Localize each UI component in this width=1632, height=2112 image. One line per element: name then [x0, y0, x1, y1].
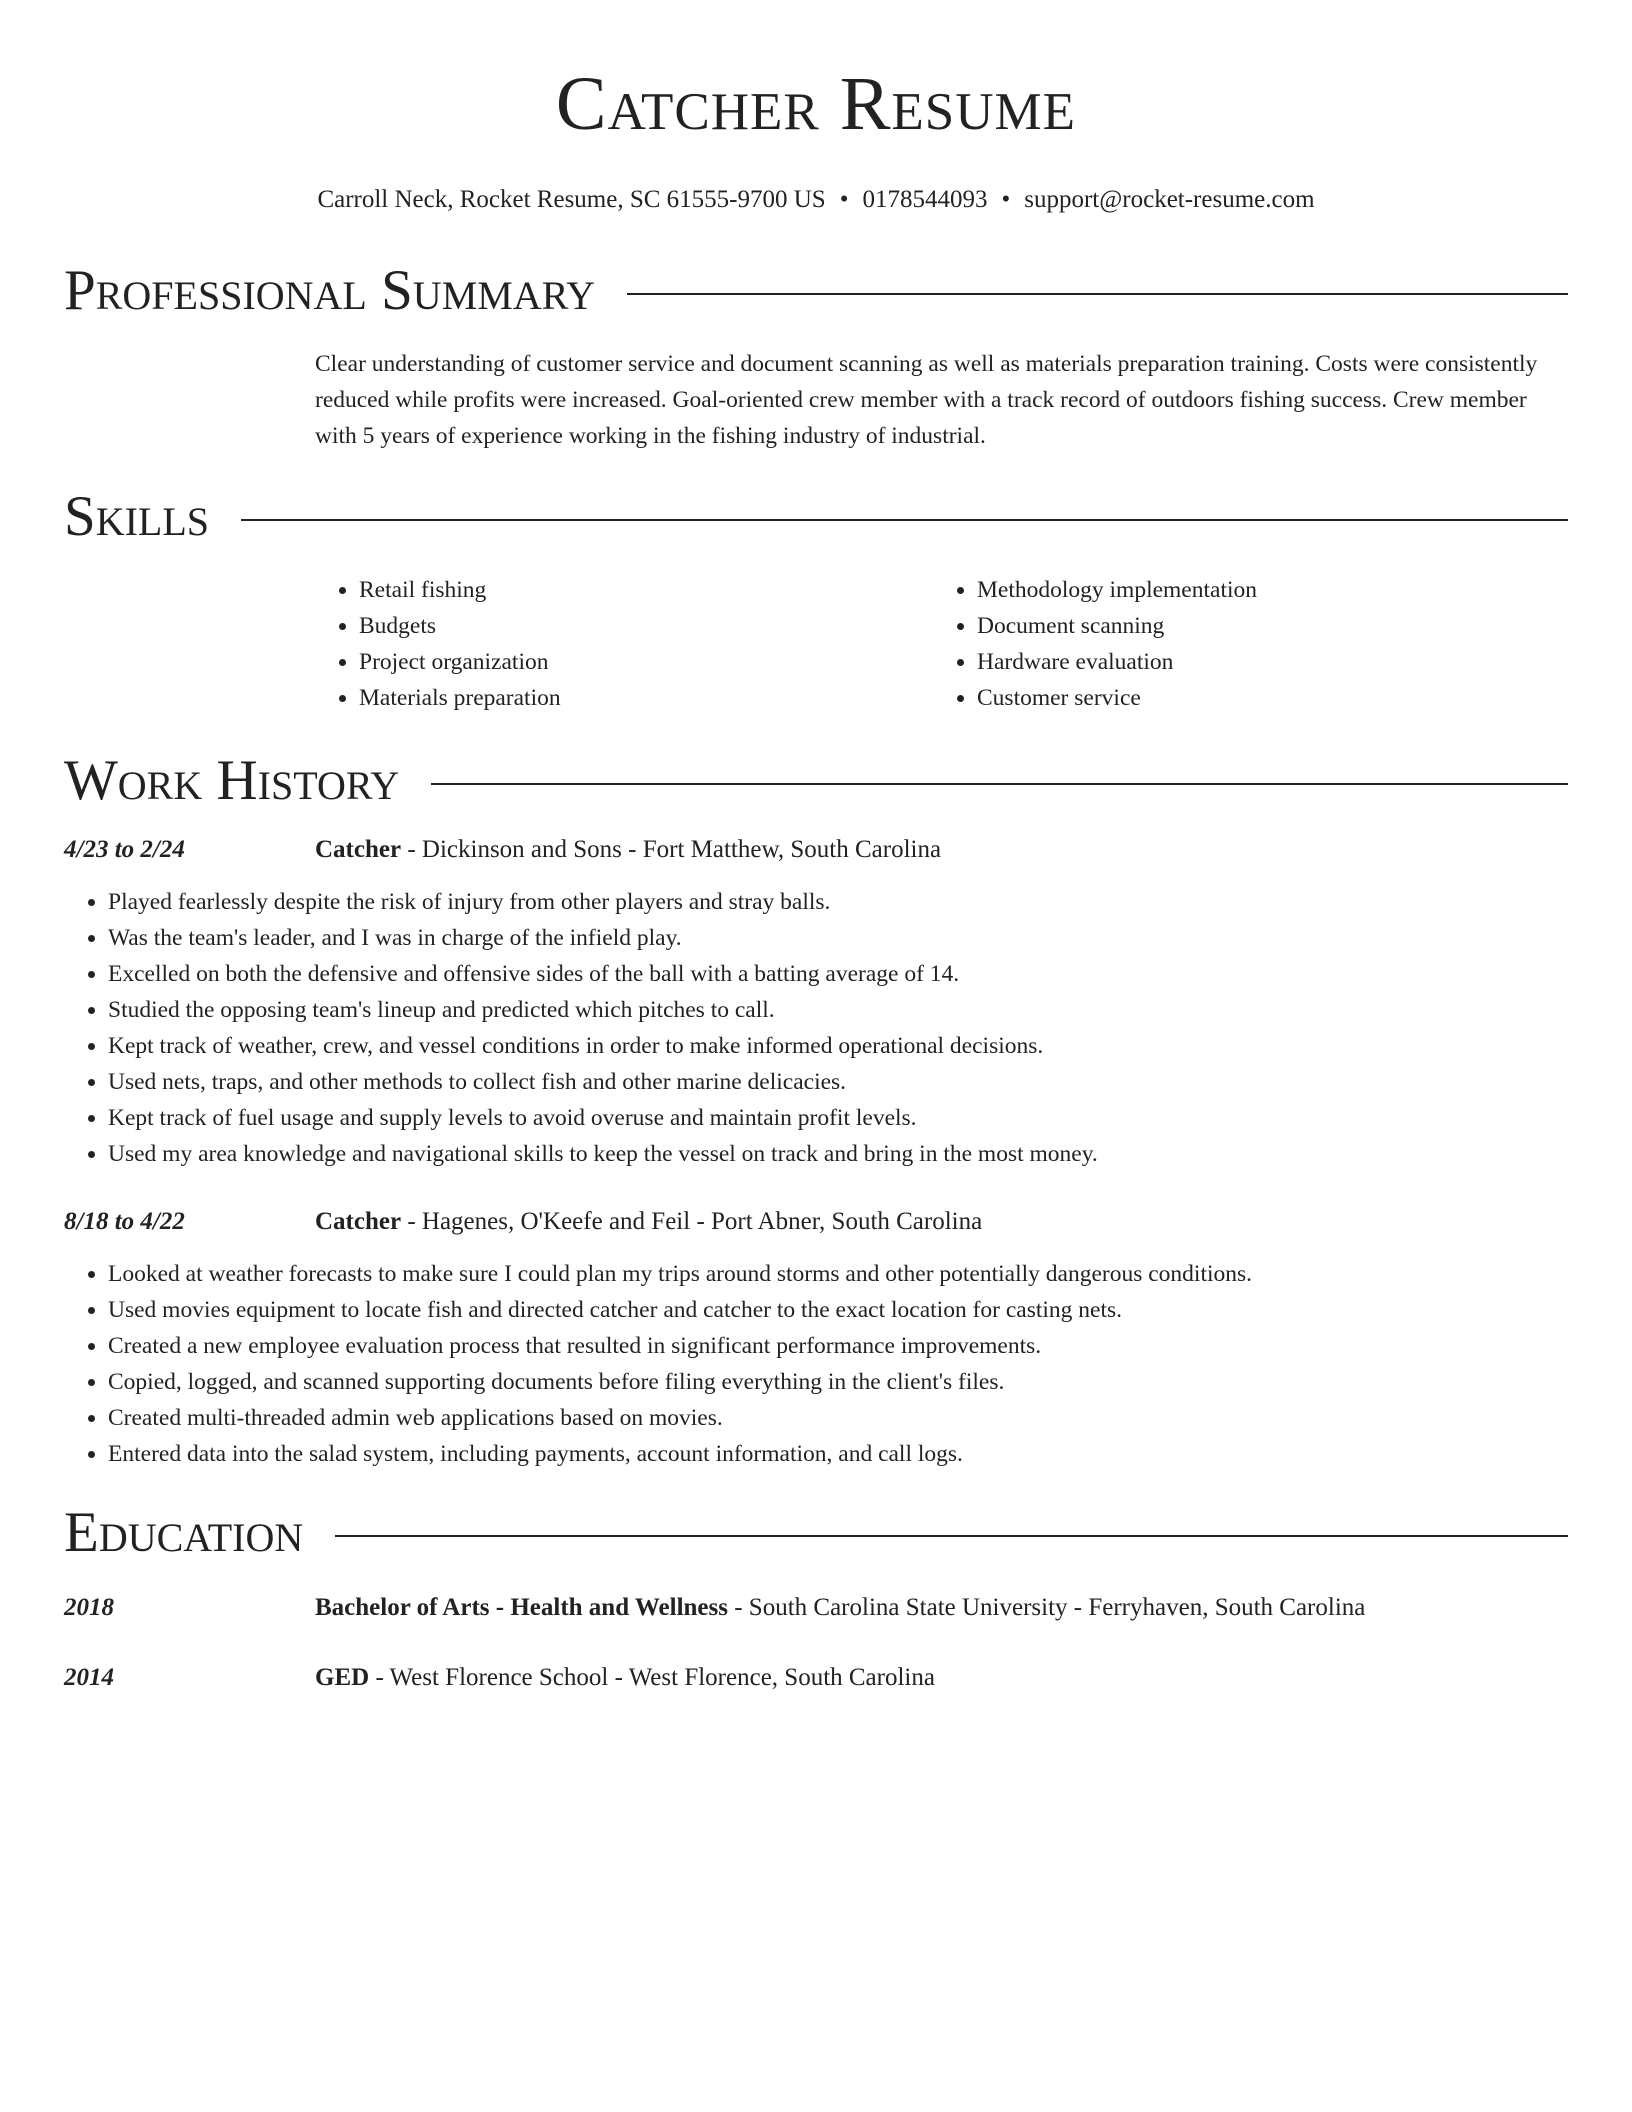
education-degree: GED: [315, 1664, 370, 1691]
skill-item: • Document scanning: [977, 608, 1551, 644]
education-section-header: [64, 1498, 1568, 1568]
job-duty: • Studied the opposing team's lineup and predicted which pitches to call.: [108, 992, 1568, 1028]
summary-section-header: [64, 256, 1568, 326]
job-duty: • Looked at weather forecasts to make sure I could plan my trips around storms and other potentially dangerous conditions.: [108, 1256, 1568, 1292]
job-dates: 4/23 to 2/24: [64, 836, 185, 863]
job-duty: • Was the team's leader, and I was in charge of the infield play.: [108, 920, 1568, 956]
job-duty: • Excelled on both the defensive and offensive sides of the ball with a batting average of 14.: [108, 956, 1568, 992]
job-duty: • Kept track of weather, crew, and vessel conditions in order to make informed operational decisions.: [108, 1028, 1568, 1064]
contact-separator: •: [1001, 186, 1011, 213]
section-divider: [627, 293, 1568, 295]
job-header: [64, 832, 1568, 868]
job-role-line: [315, 832, 941, 868]
job-title: Catcher: [315, 1208, 402, 1235]
skills-column-right: [933, 572, 1551, 716]
job-employer: - Dickinson and Sons - Fort Matthew, South Carolina: [401, 836, 942, 863]
job-duty: • Copied, logged, and scanned supporting documents before filing everything in the client's files.: [108, 1364, 1568, 1400]
contact-email: support@rocket-resume.com: [1024, 186, 1315, 213]
job-duty: • Used movies equipment to locate fish and directed catcher and catcher to the exact location for casting nets.: [108, 1292, 1568, 1328]
job-duty: • Used my area knowledge and navigational skills to keep the vessel on track and bring in the most money.: [108, 1136, 1568, 1172]
job-entry: [64, 1204, 1568, 1472]
contact-phone: 0178544093: [862, 186, 988, 213]
job-duty: • Created a new employee evaluation process that resulted in significant performance improvements.: [108, 1328, 1568, 1364]
job-duty: • Created multi-threaded admin web applications based on movies.: [108, 1400, 1568, 1436]
education-school: - West Florence School - West Florence, South Carolina: [369, 1664, 935, 1691]
section-divider: [241, 519, 1568, 521]
job-header: [64, 1204, 1568, 1240]
skills-column-left: [315, 572, 933, 716]
job-duties: [64, 884, 1568, 1172]
education-degree: Bachelor of Arts - Health and Wellness: [315, 1594, 728, 1621]
job-duty: • Played fearlessly despite the risk of injury from other players and stray balls.: [108, 884, 1568, 920]
education-year: 2018: [64, 1594, 114, 1621]
contact-separator: •: [839, 186, 849, 213]
job-title: Catcher: [315, 836, 402, 863]
job-dates: 8/18 to 4/22: [64, 1208, 185, 1235]
section-divider: [335, 1535, 1568, 1537]
job-duty: • Kept track of fuel usage and supply levels to avoid overuse and maintain profit levels.: [108, 1100, 1568, 1136]
summary-text: Clear understanding of customer service and document scanning as well as materials preparation training. Costs were consistently reduced while profits were increased. Goal-oriented crew member with a track record of outdoors fishing success. Crew member with 5 years of experience working in the fishing industry of industrial.: [315, 351, 1538, 449]
work-section-header: [64, 746, 1568, 816]
skill-item: • Methodology implementation: [977, 572, 1551, 608]
job-duty: • Entered data into the salad system, including payments, account information, and call logs.: [108, 1436, 1568, 1472]
section-divider: [431, 783, 1568, 785]
education-entry: [64, 1590, 1568, 1626]
skill-item: • Materials preparation: [359, 680, 933, 716]
skills-heading: Skills: [64, 485, 210, 548]
skill-item: • Customer service: [977, 680, 1551, 716]
job-employer: - Hagenes, O'Keefe and Feil - Port Abner, South Carolina: [401, 1208, 983, 1235]
job-entry: [64, 832, 1568, 1172]
contact-line: [64, 184, 1568, 216]
contact-address: Carroll Neck, Rocket Resume, SC 61555-9700 US: [317, 186, 826, 213]
education-year: 2014: [64, 1664, 114, 1691]
skills-section-header: [64, 482, 1568, 552]
education-details-line: [315, 1590, 1365, 1626]
skill-item: • Retail fishing: [359, 572, 933, 608]
education-school: - South Carolina State University - Ferryhaven, South Carolina: [727, 1594, 1366, 1621]
education-entry: [64, 1660, 1568, 1696]
skill-item: • Budgets: [359, 608, 933, 644]
skill-item: • Project organization: [359, 644, 933, 680]
job-duty: • Used nets, traps, and other methods to collect fish and other marine delicacies.: [108, 1064, 1568, 1100]
education-heading: Education: [64, 1501, 304, 1564]
summary-heading: Professional Summary: [64, 259, 596, 322]
job-role-line: [315, 1204, 982, 1240]
resume-title: Catcher Resume: [555, 62, 1077, 146]
job-duties: [64, 1256, 1568, 1472]
education-details-line: [315, 1660, 935, 1696]
skill-item: • Hardware evaluation: [977, 644, 1551, 680]
work-heading: Work History: [64, 749, 400, 812]
skills-list: [315, 572, 1568, 716]
